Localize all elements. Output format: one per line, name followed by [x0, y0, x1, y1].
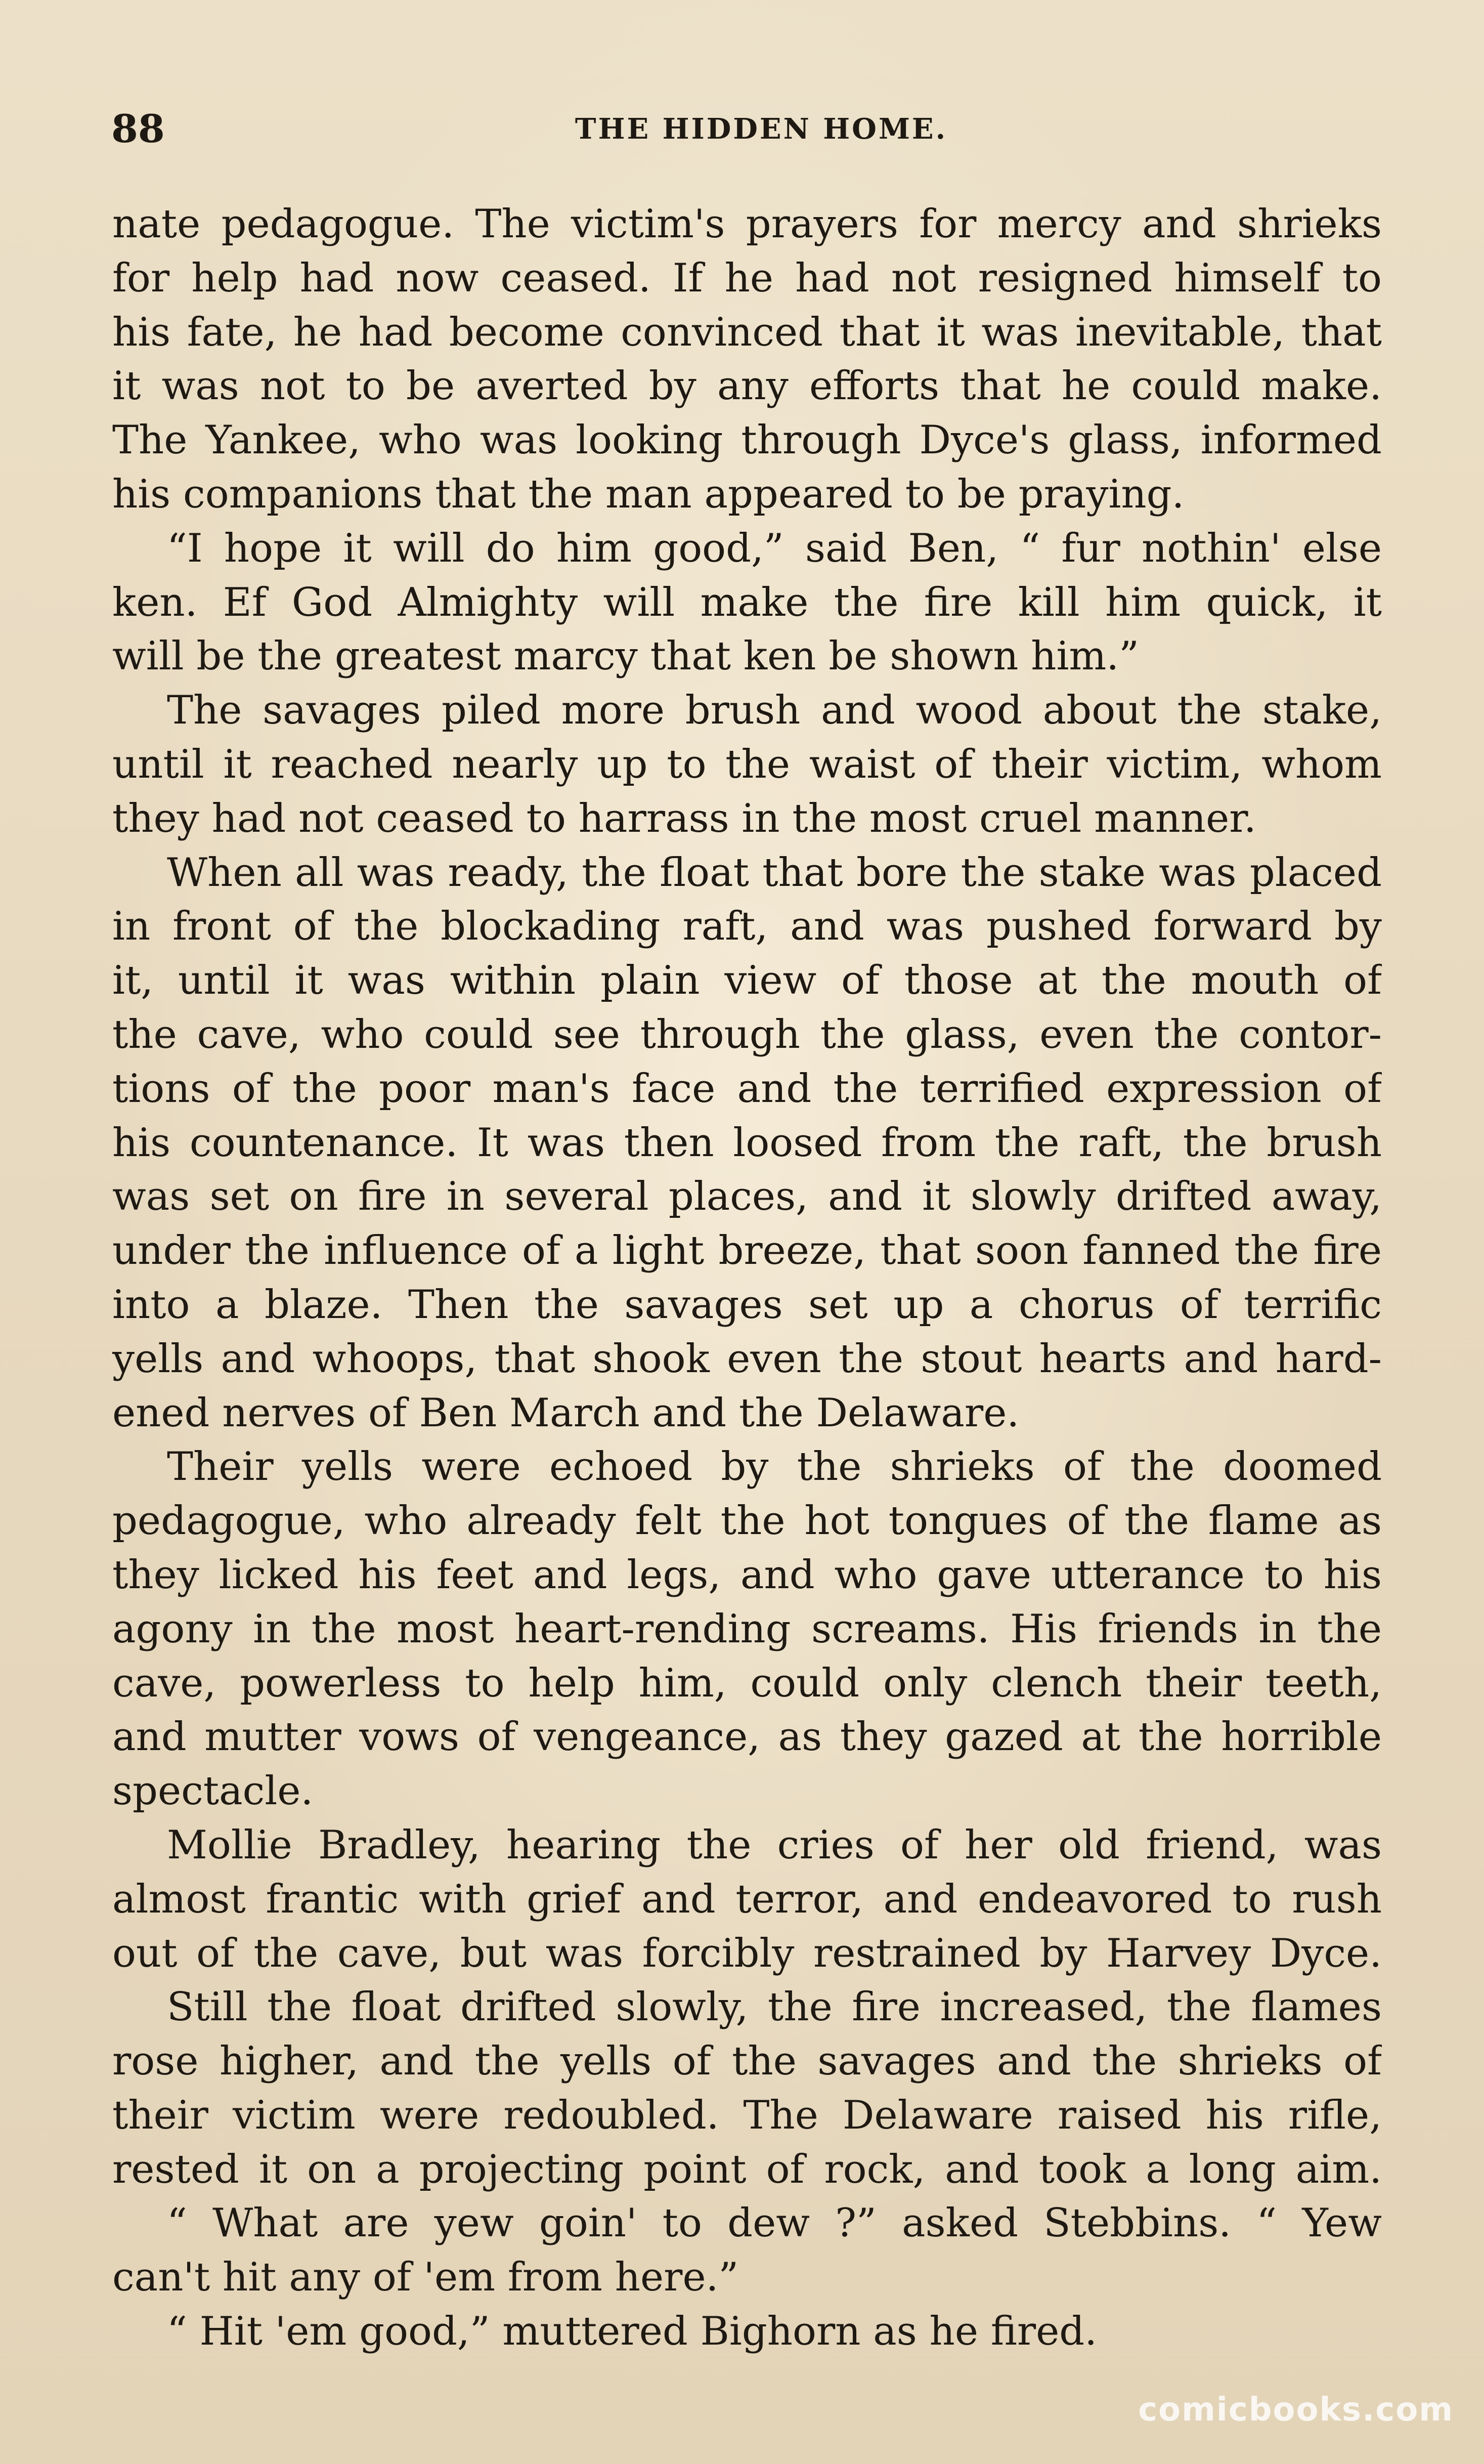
- text-line: “ What are yew goin' to dew ?” asked Stebbins. “ Yew: [167, 2200, 1382, 2246]
- page-number: 88: [111, 106, 165, 151]
- text-line: ened nerves of Ben March and the Delaware.: [112, 1390, 1020, 1436]
- text-line: agony in the most heart-rending screams. His friends in the: [112, 1606, 1382, 1652]
- text-line: his companions that the man appeared to be praying.: [112, 471, 1185, 517]
- text-line: ken. Ef God Almighty will make the fire kill him quick, it: [112, 579, 1382, 625]
- text-line: will be the greatest marcy that ken be shown him.”: [112, 633, 1140, 679]
- text-line: almost frantic with grief and terror, and endeavored to rush: [112, 1876, 1382, 1922]
- text-line: Still the float drifted slowly, the fire increased, the flames: [167, 1984, 1382, 2030]
- text-line: they had not ceased to harrass in the most cruel manner.: [112, 795, 1256, 841]
- text-line: rose higher, and the yells of the savages and the shrieks of: [112, 2038, 1382, 2085]
- text-line: in front of the blockading raft, and was pushed forward by: [112, 904, 1382, 950]
- text-line: Their yells were echoed by the shrieks of the doomed: [167, 1444, 1382, 1490]
- body-text: [112, 197, 1382, 2359]
- text-line: Mollie Bradley, hearing the cries of her old friend, was: [167, 1822, 1382, 1868]
- page-header: [111, 101, 1381, 157]
- text-line: they licked his feet and legs, and who gave utterance to his: [112, 1552, 1382, 1598]
- text-line: into a blaze. Then the savages set up a chorus of terrific: [112, 1282, 1382, 1328]
- text-line: tions of the poor man's face and the terrified expression of: [112, 1066, 1382, 1112]
- text-line: out of the cave, but was forcibly restrained by Harvey Dyce.: [112, 1930, 1382, 1976]
- text-line: When all was ready, the float that bore the stake was placed: [167, 849, 1382, 896]
- text-line: spectacle.: [112, 1768, 314, 1814]
- text-line: the cave, who could see through the glass, even the contor-: [112, 1011, 1382, 1057]
- text-line: was set on fire in several places, and it slowly drifted away,: [112, 1174, 1382, 1220]
- text-line: yells and whoops, that shook even the stout hearts and hard-: [112, 1336, 1382, 1382]
- text-line: “ Hit 'em good,” muttered Bighorn as he fired.: [167, 2309, 1098, 2355]
- text-line: cave, powerless to help him, could only clench their teeth,: [112, 1660, 1382, 1706]
- text-line: it, until it was within plain view of those at the mouth of: [112, 958, 1382, 1004]
- text-line: “I hope it will do him good,” said Ben, “ fur nothin' else: [167, 525, 1382, 571]
- text-line: rested it on a projecting point of rock, and took a long aim.: [112, 2146, 1382, 2192]
- running-head: THE HIDDEN HOME.: [575, 112, 948, 146]
- text-line: pedagogue, who already felt the hot tongues of the flame as: [112, 1498, 1382, 1544]
- text-line: under the influence of a light breeze, that soon fanned the fire: [112, 1228, 1382, 1274]
- text-line: his fate, he had become convinced that it was inevitable, that: [112, 309, 1382, 355]
- text-line: until it reached nearly up to the waist of their victim, whom: [112, 741, 1382, 787]
- text-line: The savages piled more brush and wood about the stake,: [167, 688, 1382, 734]
- watermark: comicbooks.com: [1138, 2391, 1454, 2429]
- text-line: for help had now ceased. If he had not resigned himself to: [112, 255, 1382, 301]
- text-line: their victim were redoubled. The Delaware raised his rifle,: [112, 2092, 1382, 2138]
- text-line: can't hit any of 'em from here.”: [112, 2255, 739, 2301]
- text-line: The Yankee, who was looking through Dyce's glass, informed: [112, 417, 1382, 463]
- text-line: and mutter vows of vengeance, as they gazed at the horrible: [112, 1714, 1382, 1760]
- text-line: nate pedagogue. The victim's prayers for mercy and shrieks: [112, 201, 1382, 247]
- text-line: it was not to be averted by any efforts that he could make.: [112, 363, 1382, 409]
- text-line: his countenance. It was then loosed from the raft, the brush: [112, 1120, 1382, 1166]
